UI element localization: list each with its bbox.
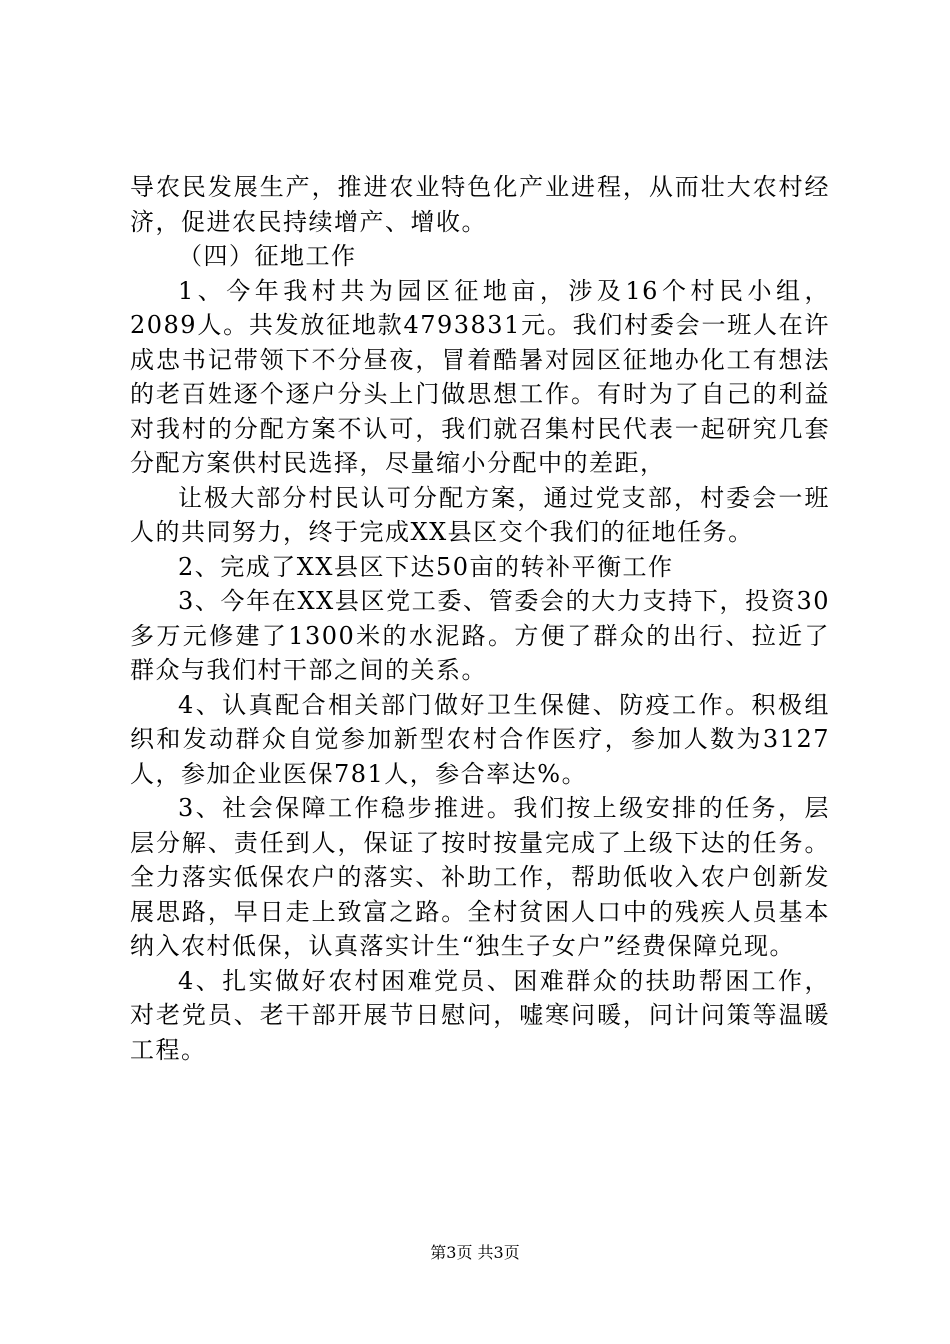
paragraph-poverty-aid: 4、扎实做好农村困难党员、困难群众的扶助帮困工作，对老党员、老干部开展节日慰问，嘘寒问暖，问计问策等温暖工程。: [130, 966, 830, 1064]
paragraph-social-security: 3、社会保障工作稳步推进。我们按上级安排的任务，层层分解、责任到人，保证了按时按量完成了上级下达的任务。全力落实低保农户的落实、补助工作，帮助低收入农户创新发展思路，早日走上致富之路。全村贫困人口中的残疾人员基本纳入农村低保，认真落实计生“独生子女户”经费保障兑现。: [130, 794, 830, 960]
page-number: 第3页 共3页: [430, 1243, 520, 1262]
paragraph-item-1: 1、今年我村共为园区征地亩，涉及16个村民小组，2089人。共发放征地款4793831元。我们村委会一班人在许成忠书记带领下不分昼夜，冒着酷暑对园区征地办化工有想法的老百姓逐个逐户分头上门做思想工作。有时为了自己的利益对我村的分配方案不认可，我们就召集村民代表一起研究几套分配方案供村民选择，尽量缩小分配中的差距，: [130, 276, 830, 477]
paragraph-item-4: 4、认真配合相关部门做好卫生保健、防疫工作。积极组织和发动群众自觉参加新型农村合作医疗，参加人数为3127人，参加企业医保781人，参合率达%。: [130, 690, 830, 788]
section-heading: （四）征地工作: [178, 242, 357, 270]
document-body: [130, 170, 830, 1067]
page-footer: [0, 1243, 950, 1263]
paragraph-continuation: 导农民发展生产，推进农业特色化产业进程，从而壮大农村经济，促进农民持续增产、增收。: [130, 173, 830, 236]
paragraph-item-1-continued: 让极大部分村民认可分配方案，通过党支部，村委会一班人的共同努力，终于完成XX县区交个我们的征地任务。: [130, 483, 830, 546]
paragraph-item-2: 2、完成了XX县区下达50亩的转补平衡工作: [178, 552, 674, 581]
paragraph-item-3: 3、今年在XX县区党工委、管委会的大力支持下，投资30多万元修建了1300米的水泥路。方便了群众的出行、拉近了群众与我们村干部之间的关系。: [130, 587, 830, 684]
